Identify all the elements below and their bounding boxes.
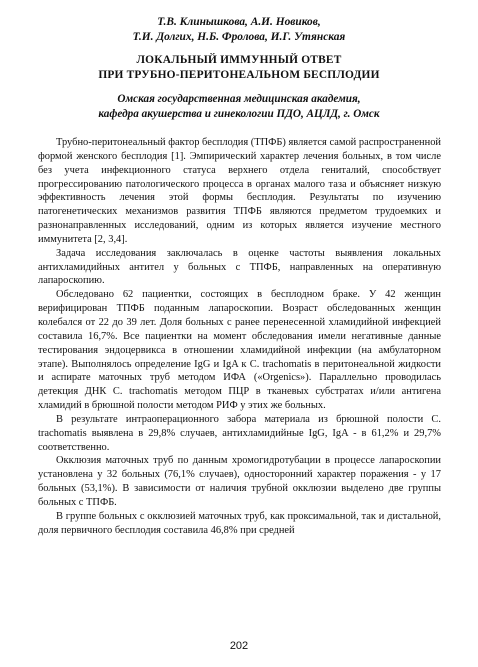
paragraph-objective: Задача исследования заключалась в оценке частоты выявления локальных антихламидийных антител у больных с ТПФБ, направленных на оперативную лапароскопию.: [38, 247, 441, 287]
authors-line-2: Т.И. Долгих, Н.Б. Фролова, И.Г. Утянская: [132, 31, 346, 43]
affiliation-line-2: кафедра акушерства и гинекологии ПДО, АЦЛД, г. Омск: [98, 108, 380, 120]
paragraph-methods: Обследовано 62 пациентки, состоящих в бесплодном браке. У 42 женщин верифицирован ТПФБ поданным лапароскопии. Возраст обследованных женщин колебался от 22 до 39 лет. Доля больных с ранее перенесенной хламидийной инфекцией составила 16,7%. Все пациентки на момент обследования имели негативные данные тестирования эндоцервикса в отношении хламидийной инфекции (на амбулаторном этапе). Выполнялось определение IgG и IgA к C. trachomatis в перитонеальной жидкости и аспирате маточных труб методом ИФА («Orgenics»). Параллельно проводилась детекция ДНК С. trachomatis методом ПЦР в тканевых субстратах и/или антигена хламидий в брюшной полости методом РИФ у этих же больных.: [38, 289, 441, 412]
article-title-line-1: ЛОКАЛЬНЫЙ ИММУННЫЙ ОТВЕТ: [136, 54, 342, 66]
article-body: [38, 136, 441, 537]
paragraph-occlusion: Окклюзия маточных труб по данным хромогидротубации в процессе лапароскопии установлена у 32 больных (76,1% случаев), односторонний характер поражения - у 17 больных (53,1%). В зависимости от наличия трубной окклюзии выделено две группы больных с ТПФБ.: [38, 455, 441, 508]
paragraph-results: В результате интраоперационного забора материала из брюшной полости C. trachomatis выявлена в 29,8% случаев, антихламидийные IgG, IgA - в 61,2% и 29,7% соответственно.: [38, 413, 441, 453]
paragraph-groups: В группе больных с окклюзией маточных труб, как проксимальной, так и дистальной, доля первичного бесплодия составила 46,8% при средней: [38, 510, 441, 536]
article-title-line-2: ПРИ ТРУБНО-ПЕРИТОНЕАЛЬНОМ БЕСПЛОДИИ: [98, 69, 380, 81]
page-number: 202: [229, 640, 249, 652]
affiliation-line-1: Омская государственная медицинская академия,: [117, 93, 361, 105]
authors-line-1: Т.В. Клинышкова, А.И. Новиков,: [157, 16, 321, 28]
paragraph-intro: Трубно-перитонеальный фактор бесплодия (ТПФБ) является самой распространенной формой женского бесплодия [1]. Эмпирический характер лечения больных, в том числе без учета инфекционного статуса верхнего отдела гениталий, способствует прогрессированию патологического процесса в органах малого таза и объясняет низкую эффективность лечения этой формы бесплодия. Результаты по изучению патогенетических механизмов развития ТПФБ являются предметом трудоемких и разнонаправленных исследований, одним из которых является изучение местного иммунитета [2, 3,4].: [38, 137, 441, 245]
